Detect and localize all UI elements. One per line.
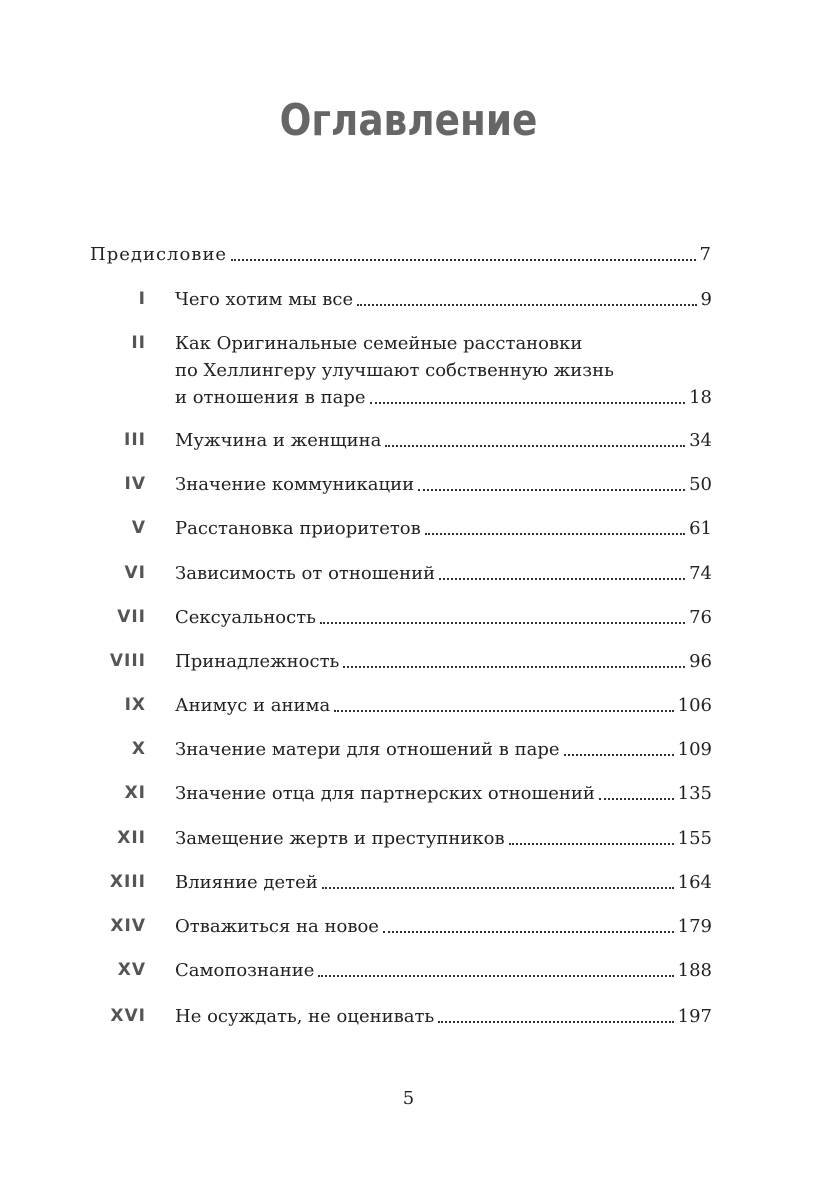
entry-page: 109 <box>677 739 712 760</box>
entry-page: 76 <box>689 607 712 628</box>
entry-body <box>175 957 712 984</box>
chapter-numeral: XII <box>117 828 146 848</box>
entry-title: Принадлежность <box>175 651 340 672</box>
dot-leader <box>334 709 673 712</box>
entry-line <box>175 515 712 542</box>
entry-line <box>175 357 712 384</box>
entry-line <box>175 780 712 807</box>
entry-title: Отважиться на новое <box>175 916 379 937</box>
chapter-numeral: VI <box>124 563 146 583</box>
entry-body <box>175 736 712 763</box>
dot-leader <box>418 488 685 491</box>
chapter-numeral: VII <box>117 607 146 627</box>
dot-leader <box>231 258 695 261</box>
chapter-numeral: XI <box>124 783 146 803</box>
entry-page: 50 <box>689 474 712 495</box>
entry-body <box>175 869 712 896</box>
entry-line <box>175 957 712 984</box>
entry-page: 106 <box>677 695 712 716</box>
entry-line <box>175 825 712 852</box>
dot-leader <box>357 303 696 306</box>
entry-title: Расстановка приоритетов <box>175 518 421 539</box>
dot-leader <box>383 930 674 933</box>
entry-title: Значение матери для отношений в паре <box>175 739 560 760</box>
entry-title: Сексуальность <box>175 607 316 628</box>
entry-page: 34 <box>689 430 712 451</box>
chapter-numeral: IV <box>124 474 146 494</box>
entry-title: Зависимость от отношений <box>175 563 436 584</box>
entry-title: и отношения в паре <box>175 387 366 408</box>
entry-body <box>175 913 712 940</box>
entry-page: 188 <box>677 960 712 981</box>
entry-page: 164 <box>677 872 712 893</box>
chapter-numeral: XIV <box>110 916 146 936</box>
entry-body <box>175 515 712 542</box>
dot-leader <box>320 621 685 624</box>
entry-title: Самопознание <box>175 960 315 981</box>
entry-line <box>175 692 712 719</box>
entry-body <box>175 780 712 807</box>
dot-leader <box>370 401 686 404</box>
dot-leader <box>322 886 674 889</box>
entry-body <box>175 286 712 313</box>
entry-title: Предисловие <box>90 244 228 265</box>
entry-body <box>175 692 712 719</box>
entry-page: 7 <box>699 244 712 265</box>
entry-line <box>175 604 712 631</box>
page-title: Оглавление <box>279 95 538 146</box>
entry-page: 9 <box>700 289 712 310</box>
entry-title: Анимус и анима <box>175 695 331 716</box>
dot-leader <box>564 753 674 756</box>
entry-page: 96 <box>689 651 712 672</box>
page-number: 5 <box>402 1088 415 1109</box>
entry-title: Значение отца для партнерских отношений <box>175 783 595 804</box>
entry-title: Мужчина и женщина <box>175 430 382 451</box>
dot-leader <box>509 842 674 845</box>
entry-body <box>90 241 712 268</box>
dot-leader <box>425 532 685 535</box>
entry-page: 155 <box>677 828 712 849</box>
dot-leader <box>599 797 674 800</box>
entry-title: Значение коммуникации <box>175 474 415 495</box>
chapter-numeral: II <box>131 333 146 353</box>
entry-line <box>175 560 712 587</box>
dot-leader <box>439 577 685 580</box>
entry-title: Не осуждать, не оценивать <box>175 1006 435 1027</box>
entry-title: Чего хотим мы все <box>175 289 354 310</box>
entry-page: 197 <box>677 1006 712 1027</box>
entry-line <box>175 736 712 763</box>
entry-page: 179 <box>677 916 712 937</box>
entry-body <box>175 1003 712 1030</box>
entry-body <box>175 427 712 454</box>
entry-body <box>175 825 712 852</box>
entry-line <box>175 384 712 411</box>
chapter-numeral: IX <box>124 695 146 715</box>
dot-leader <box>438 1020 673 1023</box>
entry-body <box>175 330 712 411</box>
chapter-numeral: XV <box>117 960 146 980</box>
chapter-numeral: VIII <box>109 651 146 671</box>
entry-page: 61 <box>689 518 712 539</box>
entry-title: Замещение жертв и преступников <box>175 828 505 849</box>
dot-leader <box>385 444 685 447</box>
entry-body <box>175 471 712 498</box>
entry-title: Влияние детей <box>175 872 318 893</box>
entry-page: 74 <box>689 563 712 584</box>
entry-line <box>175 330 712 357</box>
entry-body <box>175 560 712 587</box>
entry-line <box>175 471 712 498</box>
chapter-numeral: V <box>131 518 146 538</box>
entry-title: Как Оригинальные семейные расстановки <box>175 333 583 354</box>
entry-line <box>175 427 712 454</box>
entry-line <box>175 1003 712 1030</box>
entry-line <box>175 648 712 675</box>
dot-leader <box>318 974 673 977</box>
chapter-numeral: III <box>124 430 146 450</box>
chapter-numeral: XVI <box>110 1006 146 1026</box>
entry-line <box>175 913 712 940</box>
chapter-numeral: XIII <box>109 872 146 892</box>
dot-leader <box>343 665 685 668</box>
entry-line <box>175 869 712 896</box>
entry-title: по Хеллингеру улучшают собственную жизнь <box>175 360 614 381</box>
entry-page: 135 <box>677 783 712 804</box>
entry-page: 18 <box>689 387 712 408</box>
chapter-numeral: I <box>138 289 146 309</box>
chapter-numeral: X <box>131 739 146 759</box>
entry-line <box>175 286 712 313</box>
entry-body <box>175 604 712 631</box>
entry-body <box>175 648 712 675</box>
